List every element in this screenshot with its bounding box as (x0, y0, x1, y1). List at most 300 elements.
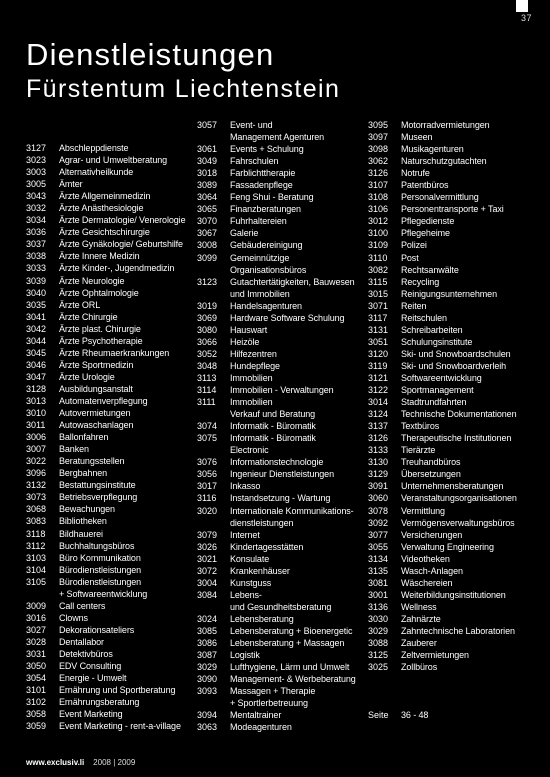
directory-row (368, 625, 517, 637)
service-code: 3026 (197, 541, 218, 552)
service-code: 3056 (197, 469, 218, 480)
directory-row (368, 685, 517, 697)
directory-row (26, 564, 185, 576)
directory-row (197, 239, 356, 251)
directory-row (197, 167, 356, 179)
directory-row (197, 288, 356, 300)
service-code: 3117 (368, 312, 388, 323)
directory-row (26, 323, 185, 335)
directory-row (26, 576, 185, 588)
directory-row (368, 384, 517, 396)
service-code: 3021 (197, 553, 218, 564)
directory-row (26, 214, 185, 226)
directory-row (368, 167, 517, 179)
directory-row (368, 276, 517, 288)
service-code: 3067 (197, 228, 218, 239)
service-code: 3003 (26, 167, 47, 178)
directory-row (368, 348, 517, 360)
directory-row (197, 155, 356, 167)
directory-row (26, 166, 185, 178)
directory-row (26, 142, 185, 154)
directory-row (197, 336, 356, 348)
service-code: 3062 (368, 156, 389, 167)
service-label: und Gesundheitsberatung (230, 601, 332, 612)
directory-row (26, 528, 185, 540)
directory-row (368, 360, 517, 372)
service-code: 3007 (26, 444, 47, 455)
service-code: 3132 (26, 480, 47, 491)
directory-row (368, 565, 517, 577)
service-label: Ingenieur Dienstleistungen (230, 469, 334, 480)
service-label: Bergbahnen (59, 468, 108, 479)
service-code: 3041 (26, 311, 47, 322)
service-label: Massagen + Therapie (230, 686, 316, 697)
service-label: Automatenverpflegung (59, 395, 148, 406)
service-label: Event Marketing - rent-a-village (59, 721, 181, 732)
service-label: Gutachtertätigkeiten, Bauwesen (230, 276, 355, 287)
service-label: Tierärzte (401, 445, 436, 456)
service-label: Hundepflege (230, 360, 280, 371)
directory-row (368, 396, 517, 408)
directory-row (368, 456, 517, 468)
directory-row (26, 696, 185, 708)
footer-site: www.exclusiv.li (26, 758, 85, 767)
directory-row (197, 252, 356, 264)
service-label: Clowns (59, 612, 88, 623)
service-code: 3071 (368, 300, 389, 311)
service-label: Modeagenturen (230, 722, 292, 733)
service-label: Immobilien (230, 372, 273, 383)
service-label: Dekorationsateliers (59, 624, 135, 635)
service-label: Vermittlung (401, 505, 445, 516)
service-code: 3133 (368, 445, 389, 456)
service-code: 3070 (197, 216, 218, 227)
service-label: Gebäudereinigung (230, 240, 303, 251)
service-code: 3049 (197, 156, 218, 167)
service-code: 3073 (26, 492, 47, 503)
service-label: Recycling (401, 276, 440, 287)
directory-row (26, 226, 185, 238)
service-code: 3082 (368, 264, 389, 275)
service-code: 3108 (368, 192, 389, 203)
service-code: 3074 (197, 421, 218, 432)
directory-row (197, 432, 356, 444)
service-label: Bürodienstleistungen (59, 576, 142, 587)
service-code: 3033 (26, 263, 47, 274)
service-code: 3031 (26, 648, 47, 659)
service-label: Wäschereien (401, 577, 453, 588)
directory-column-3 (368, 119, 517, 721)
service-label: Pflegedienste (401, 216, 455, 227)
service-label: dienstleistungen (230, 517, 294, 528)
directory-row (26, 491, 185, 503)
service-code: 3063 (197, 722, 218, 733)
directory-row (26, 455, 185, 467)
service-label: Agrar- und Umweltberatung (59, 155, 168, 166)
service-label: Fuhrhaltereien (230, 216, 287, 227)
service-code: 3113 (197, 372, 217, 383)
service-code (197, 601, 230, 613)
service-code: 3027 (26, 624, 47, 635)
directory-row (368, 553, 517, 565)
directory-row (197, 541, 356, 553)
directory-row (26, 708, 185, 720)
service-label: Internationale Kommunikations- (230, 505, 354, 516)
directory-row (368, 492, 517, 504)
directory-row (197, 203, 356, 215)
directory-row (368, 131, 517, 143)
directory-row (26, 347, 185, 359)
service-code: 3091 (368, 481, 389, 492)
service-label: Verkauf und Beratung (230, 409, 316, 420)
directory-row (368, 252, 517, 264)
directory-row (26, 684, 185, 696)
service-label: Museen (401, 132, 433, 143)
service-code: 3134 (368, 553, 389, 564)
service-code: 3080 (197, 324, 218, 335)
service-label: Rechtsanwälte (401, 264, 459, 275)
service-label: Bibliotheken (59, 516, 107, 527)
service-code: 3114 (197, 385, 217, 396)
directory-row (197, 492, 356, 504)
service-code: 3087 (197, 650, 218, 661)
service-label: EDV Consulting (59, 661, 122, 672)
footer-edition: 2008 | 2009 (93, 758, 136, 767)
service-code: 3001 (368, 589, 389, 600)
service-code: 3036 (26, 227, 47, 238)
service-label: Ausbildungsanstalt (59, 383, 133, 394)
directory-row (26, 359, 185, 371)
directory-row (197, 348, 356, 360)
page-number: 37 (520, 13, 532, 23)
service-label: Autovermietungen (59, 408, 131, 419)
service-label: Textbüros (401, 421, 440, 432)
service-label: + Softwareentwicklung (59, 588, 148, 599)
service-code: 3044 (26, 335, 47, 346)
service-code: 3112 (26, 540, 46, 551)
service-label: Detektivbüros (59, 648, 113, 659)
service-code: 3051 (368, 336, 389, 347)
service-code: 3083 (26, 516, 47, 527)
service-label: Bürodienstleistungen (59, 564, 142, 575)
directory-row (368, 215, 517, 227)
directory-row (197, 709, 356, 721)
service-label: Ärzte Psychotherapie (59, 335, 143, 346)
service-label: Übersetzungen (401, 469, 461, 480)
directory-row (197, 300, 356, 312)
directory-row (368, 709, 517, 721)
service-label: Zahntechnische Laboratorien (401, 625, 515, 636)
service-label: Ärzte Rheumaerkrankungen (59, 347, 170, 358)
directory-row (368, 432, 517, 444)
service-code: 3024 (197, 613, 218, 624)
directory-row (368, 517, 517, 529)
directory-row (197, 468, 356, 480)
directory-row (368, 529, 517, 541)
service-code: 3105 (26, 576, 47, 587)
service-label: Hauswart (230, 324, 268, 335)
service-code: 3072 (197, 565, 218, 576)
directory-row (197, 613, 356, 625)
directory-row (368, 143, 517, 155)
service-code: 3110 (368, 252, 388, 263)
footer (26, 758, 135, 767)
service-label: Call centers (59, 600, 106, 611)
service-code: 3032 (26, 203, 47, 214)
directory-row (197, 480, 356, 492)
service-code: 3025 (368, 662, 389, 673)
directory-row (197, 360, 356, 372)
service-label: Management- & Werbeberatung (230, 674, 356, 685)
service-code: 3126 (368, 168, 389, 179)
service-code (368, 685, 401, 697)
service-code: 3111 (197, 397, 216, 408)
service-label: Stadtrundfahrten (401, 397, 467, 408)
service-label: Ernährung und Sportberatung (59, 685, 176, 696)
directory-row (368, 312, 517, 324)
service-code: 3109 (368, 240, 389, 251)
directory-row (26, 154, 185, 166)
directory-row (197, 649, 356, 661)
directory-row (26, 600, 185, 612)
service-label: Dentallabor (59, 636, 104, 647)
directory-row (368, 577, 517, 589)
directory-row (197, 721, 356, 733)
service-code: 3102 (26, 697, 47, 708)
service-code: 3055 (368, 541, 389, 552)
service-label: Logistik (230, 650, 260, 661)
service-code: 3023 (26, 155, 47, 166)
service-label: Ärzte Kinder-, Jugendmedizin (59, 263, 175, 274)
directory-row (368, 649, 517, 661)
service-label: Ski- und Snowboardschulen (401, 348, 511, 359)
directory-row (197, 517, 356, 529)
service-label: Lebensberatung + Massagen (230, 638, 345, 649)
service-code: 3093 (197, 686, 218, 697)
directory-row (26, 202, 185, 214)
directory-row (368, 227, 517, 239)
service-label: Finanzberatungen (230, 204, 301, 215)
service-code: 3038 (26, 251, 47, 262)
directory-row (368, 673, 517, 685)
service-code: 3090 (197, 674, 218, 685)
service-code: 3039 (26, 275, 47, 286)
service-label: Ärzte Urologie (59, 371, 115, 382)
service-code: 3076 (197, 457, 218, 468)
directory-row (197, 215, 356, 227)
service-label: Ärzte Allgemeinmedizin (59, 191, 151, 202)
service-code (197, 517, 230, 529)
service-label: Motorradvermietungen (401, 120, 490, 130)
directory-row (368, 589, 517, 601)
directory-row (368, 697, 517, 709)
service-label: Therapeutische Institutionen (401, 433, 512, 444)
service-label: Management Agenturen (230, 132, 325, 143)
service-code: 3058 (26, 709, 47, 720)
service-label: Softwareentwicklung (401, 372, 482, 383)
service-label: Videotheken (401, 553, 450, 564)
directory-row (197, 179, 356, 191)
service-label: Informatik - Büromatik (230, 421, 316, 432)
page-tab-marker (516, 0, 528, 12)
directory-row (26, 287, 185, 299)
directory-row (26, 335, 185, 347)
service-code: 3012 (368, 216, 389, 227)
service-label: Kindertagesstätten (230, 541, 304, 552)
directory-row (26, 371, 185, 383)
directory-row (368, 444, 517, 456)
service-label: Fahrschulen (230, 156, 279, 167)
service-label: Ärzte Gesichtschirurgie (59, 227, 150, 238)
service-label: Unternehmensberatungen (401, 481, 504, 492)
service-label: Heizöle (230, 336, 260, 347)
service-code: 3127 (26, 143, 47, 153)
service-code: 3018 (197, 168, 218, 179)
directory-row (197, 444, 356, 456)
service-code: 3123 (197, 276, 218, 287)
service-label: Event Marketing (59, 709, 123, 720)
service-label: Ärzte ORL (59, 299, 101, 310)
directory-row (26, 552, 185, 564)
service-label: Notrufe (401, 168, 430, 179)
directory-row (368, 239, 517, 251)
directory-row (26, 311, 185, 323)
service-code: 3135 (368, 565, 389, 576)
footer-separator (86, 758, 90, 767)
service-label: Electronic (230, 445, 269, 456)
service-label: Events + Schulung (230, 144, 304, 155)
service-code: 3099 (197, 252, 218, 263)
service-label: Zeltvermietungen (401, 650, 469, 661)
service-code: 3095 (368, 120, 389, 130)
service-label: Pflegeheime (401, 228, 450, 239)
service-label: Veranstaltungsorganisationen (401, 493, 517, 504)
service-label: Zollbüros (401, 662, 438, 673)
service-code: 3019 (197, 300, 218, 311)
service-code: 3042 (26, 323, 47, 334)
service-label: Ski- und Snowboardverleih (401, 360, 507, 371)
service-code: 3050 (26, 661, 47, 672)
service-code: 3100 (368, 228, 389, 239)
service-label: Post (401, 252, 419, 263)
service-code: 3015 (368, 288, 389, 299)
service-label: Lebensberatung (230, 613, 294, 624)
service-code: 3008 (197, 240, 218, 251)
service-label: Feng Shui - Beratung (230, 192, 314, 203)
service-code: 3088 (368, 638, 389, 649)
service-code: 3014 (368, 397, 389, 408)
service-code: 3046 (26, 359, 47, 370)
service-label: Wellness (401, 601, 437, 612)
directory-row (26, 515, 185, 527)
service-code: 3129 (368, 469, 389, 480)
service-code: 3126 (368, 433, 389, 444)
service-code: 3043 (26, 191, 47, 202)
service-label: Konsulate (230, 553, 270, 564)
directory-row (197, 661, 356, 673)
directory-row (197, 119, 356, 131)
service-label: Zauberer (401, 638, 437, 649)
service-code: 3065 (197, 204, 218, 215)
directory-row (368, 637, 517, 649)
service-code (368, 697, 401, 709)
service-label: Autowaschanlagen (59, 420, 134, 431)
service-label: Hilfezentren (230, 348, 277, 359)
service-code: 3096 (26, 468, 47, 479)
service-code: Seite (368, 710, 389, 721)
directory-row (26, 648, 185, 660)
service-label: Immobilien - Verwaltungen (230, 385, 334, 396)
service-label: Reiten (401, 300, 427, 311)
service-label: 36 - 48 (401, 710, 429, 721)
directory-row (26, 660, 185, 672)
directory-row (368, 480, 517, 492)
directory-row (368, 408, 517, 420)
service-label: Ärzte Anästhesiologie (59, 203, 144, 214)
service-label: Informatik - Büromatik (230, 433, 316, 444)
service-code: 3104 (26, 564, 47, 575)
directory-row (26, 479, 185, 491)
service-label: Ärzte Gynäkologie/ Geburtshilfe (59, 239, 183, 250)
service-code: 3011 (26, 420, 46, 431)
service-code: 3077 (368, 529, 389, 540)
directory-row (26, 238, 185, 250)
service-label: Ärzte Dermatologie/ Venerologie (59, 215, 186, 226)
service-code: 3094 (197, 710, 218, 721)
directory-row (368, 203, 517, 215)
service-label: Versicherungen (401, 529, 463, 540)
directory-row (197, 601, 356, 613)
service-label: Wasch-Anlagen (401, 565, 463, 576)
service-label: Fassadenpflege (230, 180, 293, 191)
service-code: 3098 (368, 144, 389, 155)
directory-row (368, 505, 517, 517)
service-code (197, 264, 230, 276)
directory-row (26, 443, 185, 455)
directory-row (197, 276, 356, 288)
service-code: 3069 (197, 312, 218, 323)
service-label: Event- und (230, 120, 273, 130)
service-code: 3068 (26, 504, 47, 515)
directory-row (197, 553, 356, 565)
service-label: Kunstguss (230, 577, 272, 588)
directory-row (197, 637, 356, 649)
directory-row (197, 565, 356, 577)
service-label: Weiterbildungsinstitutionen (401, 589, 506, 600)
service-label: Naturschutzgutachten (401, 156, 487, 167)
service-code: 3131 (368, 324, 389, 335)
service-label: Patentbüros (401, 180, 449, 191)
service-label: Technische Dokumentationen (401, 409, 517, 420)
service-label: Galerie (230, 228, 259, 239)
service-label: Bildhauerei (59, 528, 103, 539)
service-label: Buchhaltungsbüros (59, 540, 135, 551)
directory-row (197, 456, 356, 468)
service-label: Hardware Software Schulung (230, 312, 345, 323)
directory-row (26, 540, 185, 552)
directory-row (26, 720, 185, 732)
service-code: 3103 (26, 552, 47, 563)
directory-row (368, 300, 517, 312)
directory-row (197, 420, 356, 432)
directory-row (197, 324, 356, 336)
service-label: Ärzte Ophtalmologie (59, 287, 139, 298)
directory-row (26, 407, 185, 419)
directory-row (368, 468, 517, 480)
directory-row (368, 541, 517, 553)
service-code (197, 131, 230, 143)
service-label: Lebens- (230, 589, 262, 600)
